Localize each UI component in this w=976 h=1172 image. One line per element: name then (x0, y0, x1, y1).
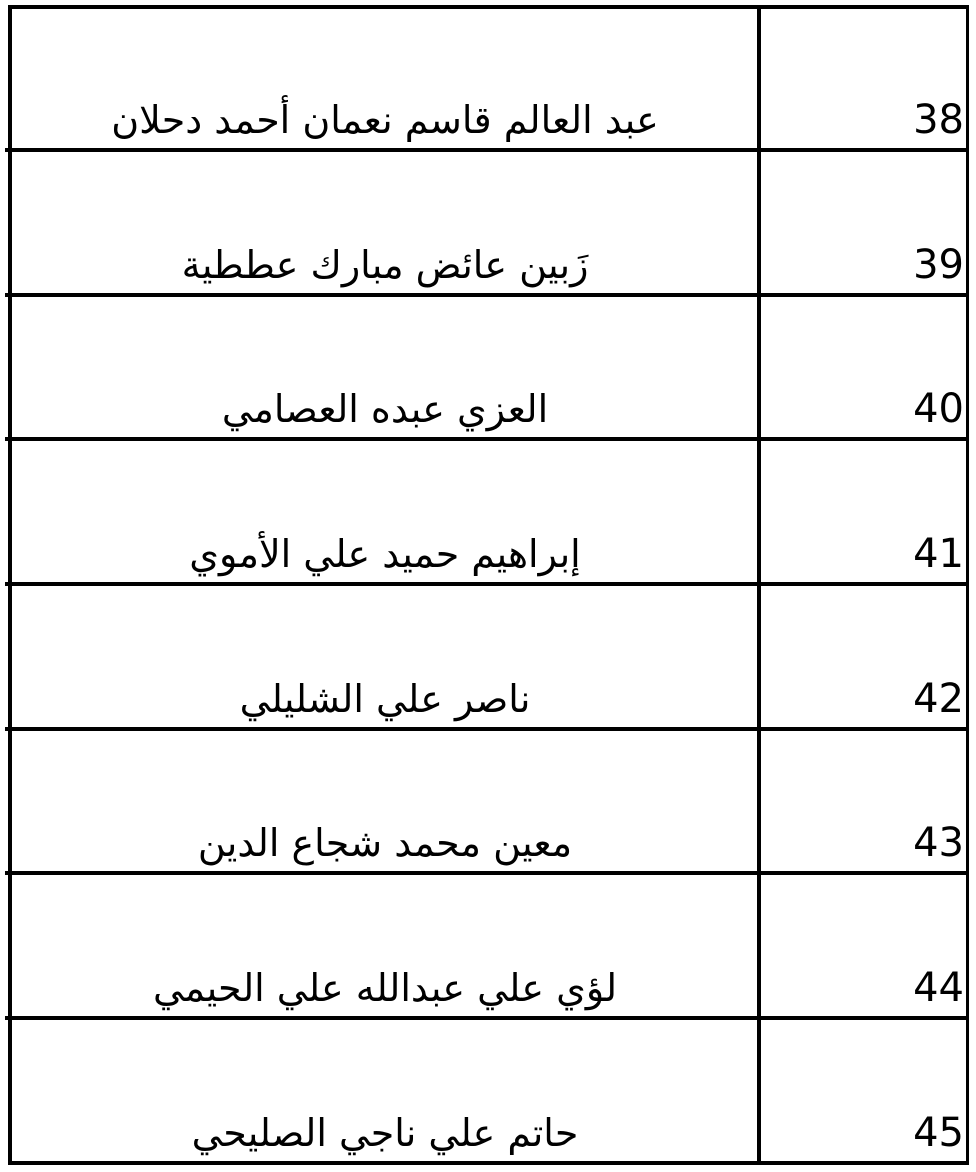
person-name: إبراهيم حميد علي الأموي (189, 532, 581, 576)
row-number: 42 (913, 676, 964, 722)
table-row (0, 152, 976, 297)
table-row (0, 296, 976, 441)
row-number: 41 (913, 531, 964, 577)
row-number: 38 (913, 97, 964, 143)
person-name: العزي عبده العصامي (221, 387, 549, 431)
row-number: 40 (913, 386, 964, 432)
row-number: 44 (913, 965, 964, 1011)
table-row (0, 7, 976, 152)
person-name: حاتم علي ناجي الصليحي (191, 1111, 579, 1155)
row-number: 45 (913, 1110, 964, 1156)
person-name: لؤي علي عبدالله علي الحيمي (152, 966, 618, 1010)
person-name: معين محمد شجاع الدين (197, 821, 573, 865)
table-row (0, 1020, 976, 1165)
table-row (0, 730, 976, 875)
table-row (0, 441, 976, 586)
person-name: زَبين عائض مبارك عططية (181, 243, 589, 287)
row-number: 39 (913, 242, 964, 288)
table-row (0, 875, 976, 1020)
table-row (0, 586, 976, 731)
row-number: 43 (913, 820, 964, 866)
person-name: ناصر علي الشليلي (239, 677, 531, 721)
person-name: عبد العالم قاسم نعمان أحمد دحلان (111, 98, 659, 142)
